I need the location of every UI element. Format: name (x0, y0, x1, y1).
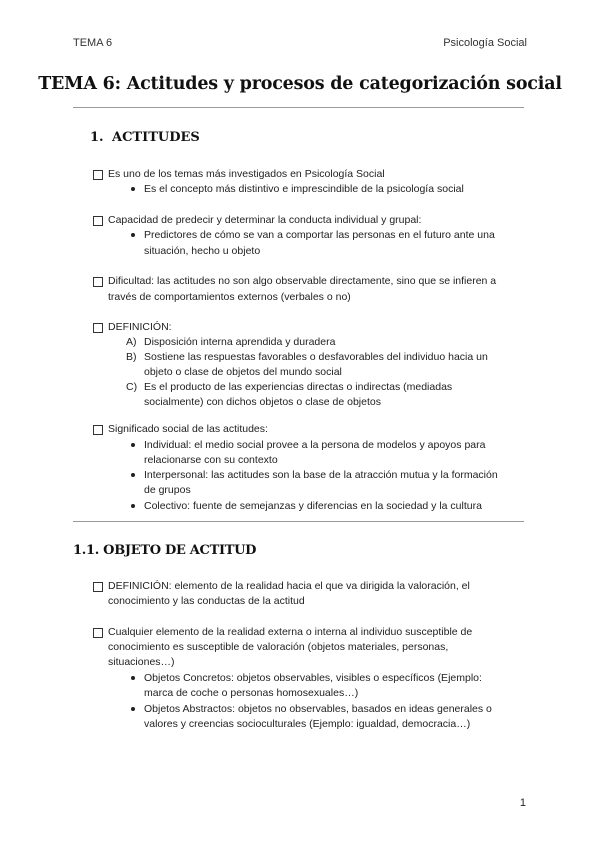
block7-bullet1-line2: marca de coche o personas homosexuales…) (144, 687, 359, 699)
bullet-icon (131, 473, 135, 477)
block2-bullet-line1: Predictores de cómo se van a comportar las personas en el futuro ante una (144, 229, 495, 241)
section-title: ACTITUDES (112, 130, 200, 145)
block3-line1: Dificultad: las actitudes no son algo observable directamente, sino que se infieren a (108, 275, 497, 287)
block7-bullet1-line1: Objetos Concretos: objetos observables, visibles o específicos (Ejemplo: (144, 672, 482, 684)
checkbox-icon[interactable] (93, 582, 103, 592)
bullet-icon (131, 233, 135, 237)
block7-bullet2-line1: Objetos Abstractos: objetos no observables, basados en ideas generales o (144, 703, 492, 715)
bullet-icon (131, 504, 135, 508)
block1-text: Es uno de los temas más investigados en Psicología Social (108, 168, 385, 180)
document-title: TEMA 6: Actitudes y procesos de categorización social (38, 74, 562, 94)
header-right: Psicología Social (443, 37, 527, 49)
checkbox-icon[interactable] (93, 216, 103, 226)
block5-bullet1-line1: Individual: el medio social provee a la persona de modelos y apoyos para (144, 439, 486, 451)
section-divider (73, 521, 524, 522)
definition-a: Disposición interna aprendida y duradera (144, 336, 336, 348)
section-heading-actitudes (90, 130, 200, 145)
list-letter: C) (126, 381, 138, 393)
block6-line2: conocimiento y las conductas de la actitud (108, 595, 305, 607)
checkbox-icon[interactable] (93, 425, 103, 435)
page-number: 1 (519, 797, 526, 809)
header-left: TEMA 6 (73, 37, 113, 49)
block7-line1: Cualquier elemento de la realidad externa o interna al individuo susceptible de (108, 626, 473, 638)
title-divider (73, 107, 524, 108)
block7-bullet2-line2: valores y creencias socioculturales (Ejemplo: igualdad, democracia…) (144, 718, 471, 730)
bullet-icon (131, 443, 135, 447)
bullet-icon (131, 187, 135, 191)
block1-bullet: Es el concepto más distintivo e imprescindible de la psicología social (144, 183, 464, 195)
bullet-icon (131, 676, 135, 680)
block7-line2: conocimiento es susceptible de valoración (objetos materiales, personas, (108, 641, 449, 653)
definition-c-line1: Es el producto de las experiencias directas o indirectas (mediadas (144, 381, 453, 393)
block6-line1: DEFINICIÓN: elemento de la realidad hacia el que va dirigida la valoración, el (108, 580, 470, 592)
bullet-icon (131, 707, 135, 711)
block7-line3: situaciones…) (108, 656, 175, 668)
list-letter: A) (126, 336, 137, 348)
block2-text: Capacidad de predecir y determinar la conducta individual y grupal: (108, 214, 422, 226)
checkbox-icon[interactable] (93, 628, 103, 638)
subsection-heading: 1.1. OBJETO DE ACTITUD (73, 543, 257, 558)
list-letter: B) (126, 351, 137, 363)
block5-bullet1-line2: relacionarse con su contexto (144, 454, 278, 466)
block5-text: Significado social de las actitudes: (108, 423, 268, 435)
block5-bullet2-line1: Interpersonal: las actitudes son la base de la atracción mutua y la formación (144, 469, 498, 481)
block2-bullet-line2: situación, hecho u objeto (144, 245, 261, 257)
checkbox-icon[interactable] (93, 170, 103, 180)
block5-bullet2-line2: de grupos (144, 484, 191, 496)
definition-label: DEFINICIÓN: (108, 321, 172, 333)
section-number: 1. (90, 130, 104, 145)
definition-c-line2: socialmente) con dichos objetos o clase de objetos (144, 396, 381, 408)
block5-bullet3: Colectivo: fuente de semejanzas y diferencias en la sociedad y la cultura (144, 500, 482, 512)
checkbox-icon[interactable] (93, 323, 103, 333)
block3-line2: través de comportamientos externos (verbales o no) (108, 291, 351, 303)
definition-b-line1: Sostiene las respuestas favorables o desfavorables del individuo hacia un (144, 351, 488, 363)
definition-b-line2: objeto o clase de objetos del mundo social (144, 366, 342, 378)
checkbox-icon[interactable] (93, 277, 103, 287)
